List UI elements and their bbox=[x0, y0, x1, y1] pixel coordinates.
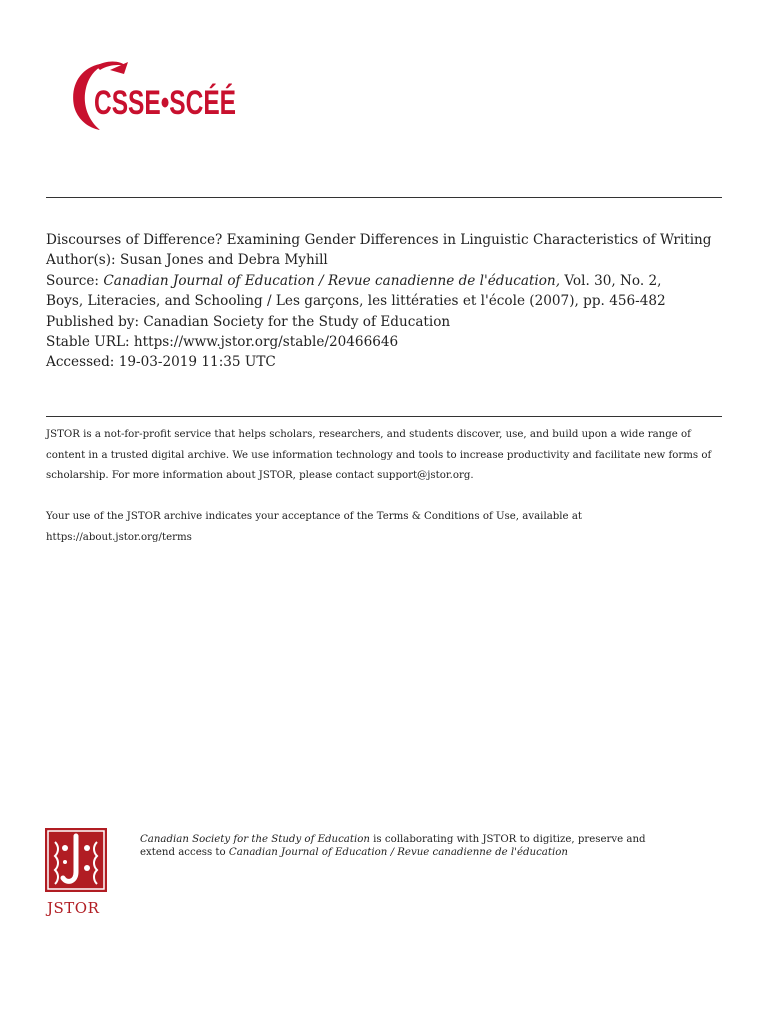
csse-logo-text: CSSE•SCÉÉ bbox=[94, 84, 236, 122]
authors-label: Author(s): bbox=[46, 252, 116, 269]
article-title: Discourses of Difference? Examining Gender Differences in Linguistic Characteristics of Writing bbox=[46, 232, 712, 248]
stable-url-link[interactable]: https://www.jstor.org/stable/20466646 bbox=[133, 334, 399, 351]
collaboration-statement bbox=[140, 833, 660, 859]
published-label: Published by: bbox=[46, 313, 140, 330]
notice-paragraph-terms: Your use of the JSTOR archive indicates your acceptance of the Terms & Conditions of Use, available at https://about.jstor.org/terms bbox=[46, 511, 582, 543]
publisher-value: Canadian Society for the Study of Education bbox=[143, 313, 451, 330]
source-label: Source: bbox=[46, 272, 99, 289]
top-divider bbox=[46, 197, 722, 198]
collab-journal: Canadian Journal of Education / Revue canadienne de l'éducation bbox=[228, 847, 568, 859]
csse-logo-mark bbox=[66, 56, 246, 136]
article-metadata bbox=[46, 230, 722, 373]
source-volume: Vol. 30, No. 2, bbox=[564, 272, 662, 289]
stable-url-line bbox=[46, 332, 722, 352]
jstor-emblem-icon bbox=[45, 828, 107, 892]
notice-paragraph-about: JSTOR is a not-for-profit service that helps scholars, researchers, and students discover, use, and build upon a wide range of content in a trusted digital archive. We use information technology and tools to increase productivity and facilitate new forms of scholarship. For more information about JSTOR, please contact support@jstor.org. bbox=[46, 429, 712, 481]
society-name: Canadian Society for the Study of Education bbox=[140, 834, 370, 845]
jstor-wordmark: JSTOR bbox=[47, 899, 100, 917]
jstor-logo bbox=[45, 828, 109, 917]
source-journal: Canadian Journal of Education / Revue canadienne de l'éducation, bbox=[103, 272, 561, 289]
authors-line bbox=[46, 250, 722, 270]
jstor-notice bbox=[46, 425, 726, 548]
accessed-value: 19-03-2019 11:35 UTC bbox=[118, 354, 276, 371]
collab-text: is collaborating with JSTOR to digitize, preserve and extend access to bbox=[140, 834, 646, 859]
accessed-line bbox=[46, 352, 722, 372]
accessed-label: Accessed: bbox=[46, 354, 115, 371]
publisher-line bbox=[46, 312, 722, 332]
csse-scee-logo bbox=[66, 56, 246, 136]
source-line bbox=[46, 271, 722, 291]
middle-divider bbox=[46, 416, 722, 417]
authors-value: Susan Jones and Debra Myhill bbox=[119, 252, 328, 269]
source-issue-line: Boys, Literacies, and Schooling / Les garçons, les littératies et l'école (2007), pp. 456-482 bbox=[46, 293, 666, 310]
stable-url-label: Stable URL: bbox=[46, 334, 130, 351]
